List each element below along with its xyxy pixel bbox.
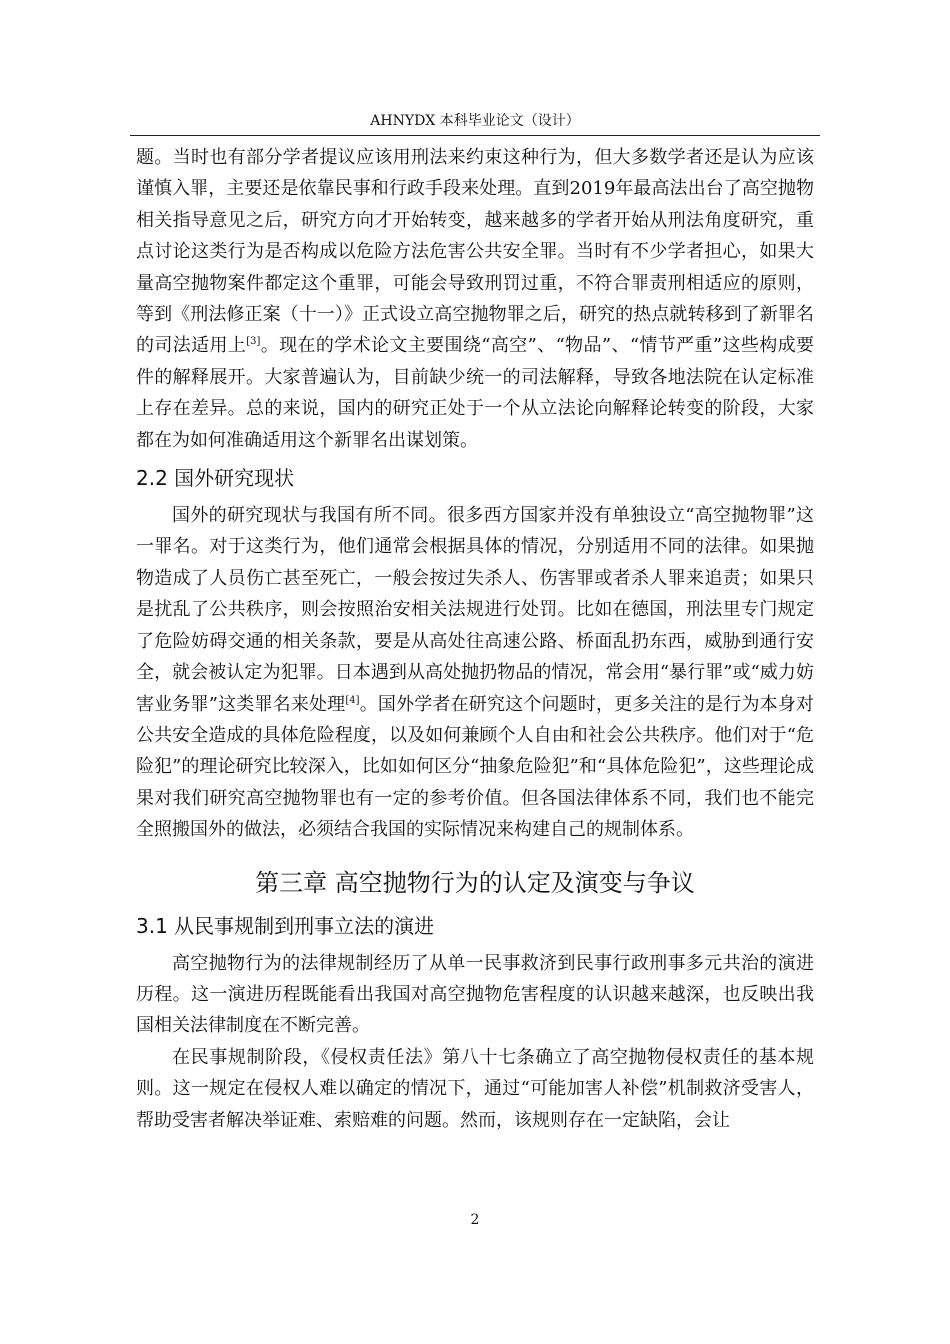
citation: [4] [345, 694, 360, 706]
page-number: 2 [470, 1212, 480, 1228]
paragraph-text: 。现在的学术论文主要围绕“高空”、“物品”、“情节严重”这些构成要件的解释展开。大家普遍认为，目前缺少统一的司法解释，导致各地法院在认定标准上存在差异。总的来说，国内的研究正处于一个从立法论向解释论转变的阶段，大家都在为如何准确适用这个新罪名出谋划策。 [136, 335, 814, 451]
paragraph-civil-regulation: 在民事规制阶段，《侵权责任法》第八十七条确立了高空抛物侵权责任的基本规则。这一规定在侵权人难以确定的情况下，通过“可能加害人补偿”机制救济受害人，帮助受害者解决举证难、索赔难的问题。然而，该规则存在一定缺陷，会让 [136, 1046, 814, 1131]
citation: [3] [246, 336, 261, 348]
paragraph-domestic-research [136, 142, 814, 456]
running-header: AHNYDX 本科毕业论文（设计） [370, 113, 580, 129]
paragraph-evolution: 高空抛物行为的法律规制经历了从单一民事救济到民事行政刑事多元共治的演进历程。这一演进历程既能看出我国对高空抛物危害程度的认识越来越深，也反映出我国相关法律制度在不断完善。 [136, 952, 814, 1037]
page-body [136, 142, 814, 1136]
paragraph-text: 题。当时也有部分学者提议应该用刑法来约束这种行为，但大多数学者还是认为应该谨慎入罪，主要还是依靠民事和行政手段来处理。直到2019年最高法出台了高空抛物相关指导意见之后，研究方向才开始转变，越来越多的学者开始从刑法角度研究，重点讨论这类行为是否构成以危险方法危害公共安全罪。当时有不少学者担心，如果大量高空抛物案件都定这个重罪，可能会导致刑罚过重，不符合罪责刑相适应的原则，等到《刑法修正案（十一）》正式设立高空抛物罪之后，研究的热点就转移到了新罪名的司法适用上 [136, 147, 814, 357]
section-heading-2-2: 2.2 国外研究现状 [136, 466, 295, 491]
paragraph-foreign-research [136, 500, 814, 845]
chapter-heading-3: 第三章 高空抛物行为的认定及演变与争议 [255, 868, 695, 897]
paragraph-text: 。国外学者在研究这个问题时，更多关注的是行为本身对公共安全造成的具体危险程度，以及如何兼顾个人自由和社会公共秩序。他们对于“危险犯”的理论研究比较深入，比如如何区分“抽象危险犯”和“具体危险犯”，这些理论成果对我们研究高空抛物罪也有一定的参考价值。但各国法律体系不同，我们也不能完全照搬国外的做法，必须结合我国的实际情况来构建自己的规制体系。 [136, 693, 815, 841]
header-rule [130, 135, 820, 136]
paragraph-text: 国外的研究现状与我国有所不同。很多西方国家并没有单独设立“高空抛物罪”这一罪名。对于这类行为，他们通常会根据具体的情况，分别适用不同的法律。如果抛物造成了人员伤亡甚至死亡，一般会按过失杀人、伤害罪或者杀人罪来追责；如果只是扰乱了公共秩序，则会按照治安相关法规进行处罚。比如在德国，刑法里专门规定了危险妨碍交通的相关条款，要是从高处往高速公路、桥面乱扔东西，威胁到通行安全，就会被认定为犯罪。日本遇到从高处抛扔物品的情况，常会用“暴行罪”或“威力妨害业务罪”这类罪名来处理 [136, 505, 814, 715]
section-heading-3-1: 3.1 从民事规制到刑事立法的演进 [136, 913, 435, 938]
